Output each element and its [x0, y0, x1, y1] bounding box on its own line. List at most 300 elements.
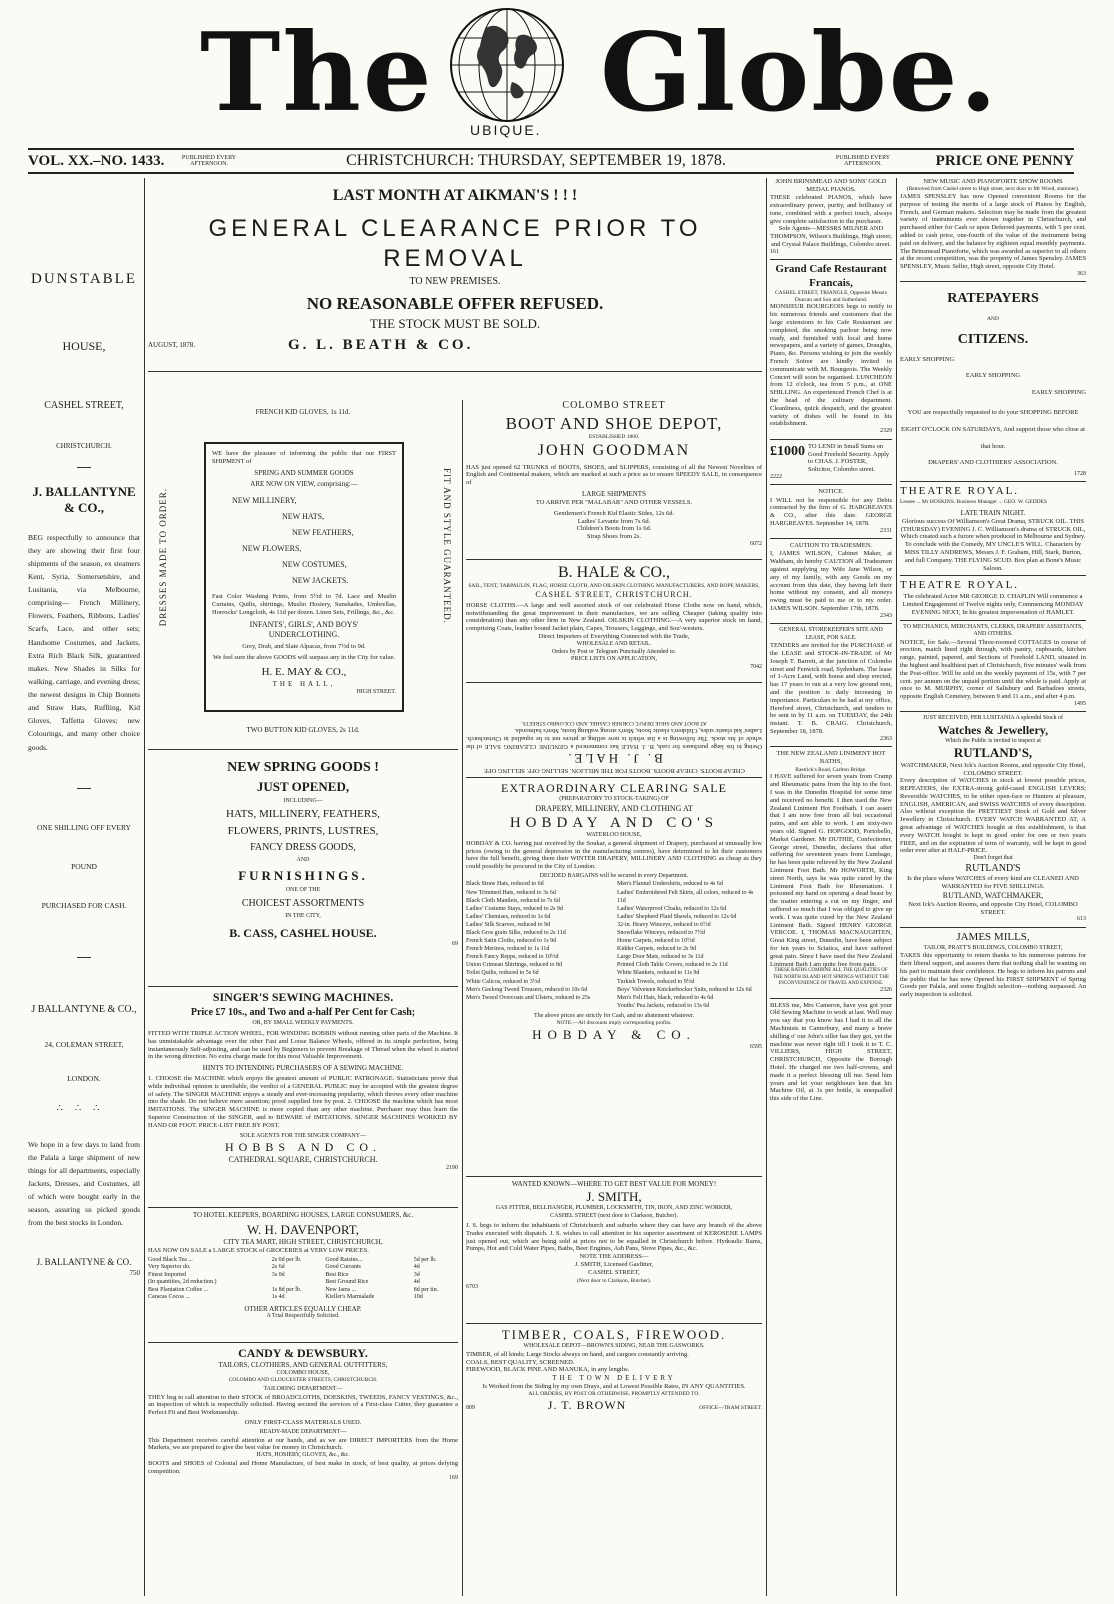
divider: [900, 620, 1086, 621]
price-row: [148, 1272, 458, 1280]
divider: [148, 986, 458, 987]
ad-title: THE NEW ZEALAND LINIMENT HOT BATHS,: [776, 750, 886, 766]
ad-subtitle: (Removed from Cashel street to High street, next door to Mr Wood, stationer).: [906, 186, 1080, 193]
price-cell: 3s 0d: [271, 1271, 285, 1278]
bargain-item: Men's Geelong Tweed Trousers, reduced to 10s 6d: [466, 986, 588, 993]
ad-title: SINGER'S SEWING MACHINES.: [212, 990, 394, 1004]
price-cell: Good Black Tea ...: [148, 1256, 193, 1263]
divider: [466, 682, 762, 683]
ad-side-text: DRESSES MADE TO ORDER.: [158, 488, 168, 627]
ad-subtitle: Rastrick's Road, Carlton Bridge.: [795, 766, 867, 773]
ad-body: HOBDAY & CO. having just received by the Soukar, a general shipment of Drapery, purchased at unusually low prices (owing to the general depression in the manufacturing centres), have determined to let their customers have the full benefit, giving them their WINTER DRAPERY, MILLINERY AND CLOTHING as cheap as they could possibly be procured in the City of London.: [466, 839, 762, 871]
london-address: 24, COLEMAN STREET,: [44, 1040, 124, 1050]
ad-aikman: [148, 178, 762, 400]
ad-body: TAKES this opportunity to return thanks to his numerous patrons for their liberal support, and assures them that nothing shall be wanting on his part to maintain their confidence. He begs to inform his patrons and the public that he has now Opened his FIRST SHIPMENT of Spring Goods per Palala, and some English selection—nothing surpassed. An early inspection is solicited.: [900, 952, 1086, 999]
column-rule: [144, 178, 145, 1596]
bargain-item: Men's Felt Hats, black, reduced to 4s 6d: [617, 994, 714, 1001]
bargain-item: Large Door Mats, reduced to 3s 11d: [617, 954, 704, 961]
bargain-item: French Fancy Repps, reduced to 10½d: [466, 954, 559, 961]
ad-item: NEW COSTUMES,: [282, 560, 347, 570]
price-table: [148, 1257, 458, 1302]
ad-bottom-line: TWO BUTTON KID GLOVES, 2s 11d.: [246, 726, 360, 734]
discount-pound: POUND: [71, 862, 97, 871]
bargain-item: New Trimmed Hats, reduced to 3s 6d: [466, 889, 556, 896]
ad-body: Owing to his large purchases for cash, B. J. HALE has commenced a GENUINE CLEARING SALE of the whole of his stock. The following is a list which is now selling at prices not to be equalled in Christchurch. Ladies' kid elastic sides, Children's elastic boots, Men's strong walking boots, Men's balmorals.: [466, 727, 762, 750]
divider: [77, 957, 91, 958]
divider: [770, 623, 892, 624]
ad-item: NEW MILLINERY,: [232, 496, 297, 506]
ad-line: COLOMBO STREET: [562, 400, 666, 411]
firm-name: G. L. BEATH & CO.: [288, 337, 474, 353]
ad-number: 7042: [750, 663, 762, 670]
ad-body: BOOTS and SHOES of Colonial and Home Manufacture, of best make in stock, of best quality, at prices defying competition.: [148, 1459, 458, 1475]
ad-line: ONE OF THE: [285, 887, 321, 893]
ad-agents: SOLE AGENTS FOR THE SINGER COMPANY—: [239, 1132, 367, 1139]
bargain-item: Union Crimean Shirtings, reduced to 8d: [466, 962, 562, 969]
firm-name: HOBDAY AND CO'S: [509, 814, 719, 831]
ad-line: NO REASONABLE OFFER REFUSED.: [306, 293, 604, 313]
divider: [770, 439, 892, 440]
bargain-item: Ladies' Chemises, reduced to 1s 6d: [466, 913, 551, 920]
discount-line: ONE SHILLING OFF EVERY: [37, 822, 131, 832]
bargain-item: Ladies' Embroidered Felt Skirts, all colors, reduced to 4s 11d: [617, 889, 754, 904]
ad-title: Grand Cafe Restaurant Francais,: [775, 263, 887, 289]
ad-line: FIREWOOD, BLACK PINE AND MANUKA, in any lengths.: [466, 1366, 630, 1374]
column-rule: [462, 400, 463, 1596]
firm-name: RUTLAND'S: [965, 862, 1021, 874]
ad-line: Strap Shoes from 2s.: [586, 533, 642, 541]
firm-name: B. J. HALE.: [565, 750, 663, 766]
ad-subtitle: OR, BY SMALL WEEKLY PAYMENTS.: [252, 1019, 354, 1026]
firm-name: RUTLAND'S,: [953, 745, 1033, 761]
divider: [900, 281, 1086, 282]
ad-top-line: FRENCH KID GLOVES, 1s 11d.: [255, 408, 351, 416]
ad-line: EARLY SHOPPING: [900, 356, 955, 364]
ad-date: AUGUST, 1878.: [148, 341, 196, 349]
ad-davenport: [148, 1211, 458, 1339]
firm-name: JAMES MILLS,: [956, 930, 1030, 943]
bargain-item: French Merinos, reduced to 1s 11d: [466, 946, 550, 953]
ad-number: 363: [1077, 270, 1086, 277]
price-row: [148, 1257, 458, 1265]
ad-body: Sole Agents—MESSRS MILNER AND THOMPSON, Wilson's Buildings, High street; and Crystal Palace Buildings, Colombo street.: [770, 225, 892, 249]
bargain-item: Ladies' Costume Stays, reduced to 2s 9d: [466, 905, 563, 912]
ad-line: AND: [987, 315, 999, 322]
divider: [466, 1176, 762, 1177]
column-dunstable: [28, 178, 140, 1596]
firm-name: JOHN GOODMAN: [537, 441, 691, 459]
masthead-motto: UBIQUE.: [470, 122, 542, 138]
masthead-word-right: Globe.: [600, 10, 1000, 136]
ad-line: Ladies' Levante from 7s 6d.: [577, 517, 651, 525]
ad-title: THEATRE ROYAL.: [900, 579, 1020, 592]
bargain-item: Ladies' Waterproof Cloaks, reduced to 12s 6d: [617, 905, 727, 912]
ad-subtitle: (PREPARATORY TO STOCK-TAKING) OF: [559, 796, 669, 802]
bargain-item: Ladies' Silk Scarves, reduced to 9d: [466, 921, 551, 928]
ad-price: Price £7 10s., and Two and a-half Per Cent for Cash;: [190, 1007, 416, 1018]
ad-title: CITIZENS.: [957, 331, 1029, 347]
ad-body: BLESS me, Mrs Cameron, have you got your Old Sewing Machine to work at last. Well may you say that you know has I had it to all the Machinists in Canterbury, and many a brave shilling o' our John's siller has they got, yet the machine was never right till I took it to T. C. VILLIERS, HIGH STREET, CHRISTCHURCH, Opposite the Borough Hotel. He charged me two half-crowns, and made it a perfect blessing till me. Send him yours and let your neighbours ken that his Machine Oil, at 1s per bottle, is unequalled this side of the Line.: [770, 1001, 892, 1103]
column-three: [466, 400, 762, 1596]
ad-line: UNDERCLOTHING.: [268, 630, 340, 640]
ad-line: COALS, BEST QUALITY, SCREENED.: [466, 1358, 575, 1366]
column-four: [770, 178, 892, 1596]
column-rule: [896, 178, 897, 1596]
divider: [466, 1323, 762, 1324]
price-cell: 8d per tin.: [413, 1286, 439, 1293]
ad-body: THESE celebrated PIANOS, which have extraordinary power, purity, and brilliancy of tone, combined with a perfect touch, always give complete satisfaction to the purchaser.: [770, 194, 892, 225]
ad-number: 613: [1077, 916, 1086, 923]
ad-line: GENERAL CLEARANCE PRIOR TO REMOVAL: [208, 215, 702, 272]
ad-body: HAS just opened 62 TRUNKS of BOOTS, SHOES, and SLIPPERS, consisting of all the Newest Novelties of English and Continental makers, which are marked at such a price as to ensure SPEEDY SALE, in consequence of: [466, 463, 762, 487]
ad-line: Lessee ... Mr HOSKINS. Business Manager ... GEO. W. GEDDES: [900, 499, 1047, 506]
price-cell: 4d: [413, 1279, 420, 1286]
bargain-item: Black Gros grain Silks, reduced to 2s 11d: [466, 930, 566, 936]
ad-cass: [148, 753, 458, 983]
ad-line: Which the Public is invited to inspect at: [945, 737, 1041, 744]
ad-line: THE STOCK MUST BE SOLD.: [369, 315, 541, 331]
ad-line: THE TOWN DELIVERY: [552, 1374, 676, 1383]
ad-line: FANCY DRESS GOODS,: [250, 841, 356, 853]
ad-title: TIMBER, COALS, FIREWOOD.: [501, 1327, 727, 1342]
ad-goodman: [466, 400, 762, 556]
ad-number: 2343: [880, 612, 892, 619]
price-cell: 10d: [413, 1294, 423, 1301]
firm-address: CASHEL STREET (next door to Clarkson, Butcher).: [550, 1212, 678, 1219]
ad-number: 2190: [446, 1165, 458, 1172]
ad-line: ONLY FIRST-CLASS MATERIALS USED.: [244, 1419, 362, 1427]
ad-line: TO NEW PREMISES.: [409, 276, 501, 287]
ad-number: 2363: [880, 735, 892, 742]
divider: [900, 711, 1086, 712]
ad-subtitle: HOUSE,: [62, 338, 106, 353]
ad-line: Don't forget that: [973, 855, 1013, 862]
ad-body: JAMES SPENSLEY has now Opened convenient Rooms for the purpose of testing the merits of a large stock of Pianos by English, French, and German makers. Selection may be made from the greatest variety of instruments ever shown together in Christchurch, and purchased either for Cash or upon Deferred payments, with 5 per cent. added to cash price, one-fourth of the value of the instrument being paid on delivery, and the balance by eighteen equal monthly payments. The Brinsmead Pianoforte, which was awarded as superior to all others at the recent competition, was the property of James Spensley. JAMES SPENSLEY, Music Seller, High street, opposite City Hotel.: [900, 193, 1086, 271]
divider: [77, 788, 91, 789]
ad-hints: HINTS TO INTENDING PURCHASERS OF A SEWING MACHINE.: [202, 1064, 404, 1073]
firm-name: RUTLAND, WATCHMAKER,: [942, 890, 1044, 900]
firm-name: B. CASS, CASHEL HOUSE.: [229, 925, 377, 940]
firm-street: HIGH STREET.: [356, 688, 396, 695]
globe-icon: [448, 6, 566, 124]
firm-name: B. HALE & CO.,: [558, 564, 670, 581]
bargain-item: Ladies' Shepherd Plaid Shawls, reduced to 12s 6d: [617, 913, 737, 920]
ad-line: TAILORING DEPARTMENT—: [263, 1386, 343, 1393]
divider: [900, 575, 1086, 576]
price-cell: 3d: [413, 1271, 420, 1278]
ad-line: LARGE SHIPMENTS: [582, 490, 646, 499]
ad-number: 6703: [466, 1284, 478, 1291]
price-cell: Best Ground Rice: [325, 1279, 369, 1286]
ad-line: DECIDED BARGAINS will be secured in every Department.: [539, 872, 689, 879]
ad-number: 2326: [880, 987, 892, 994]
column-two: [148, 400, 458, 1596]
ad-singer: [148, 990, 458, 1204]
firm-name: CANDY & DEWSBURY.: [238, 1346, 368, 1360]
ad-number: 2222: [770, 473, 782, 480]
ad-body: WE have the pleasure of informing the public that our FIRST SHIPMENT of: [212, 450, 396, 465]
ad-number: 169: [449, 1475, 458, 1482]
ad-line: IN THE CITY,: [285, 913, 321, 919]
ad-body: I HAVE suffered for seven years from Cramp and Rheumatic pains from the hip to the foot. I was in the Dunedin Hospital for some time and received no benefit. I then used the New Zealand Liniment Hot Footbath. I can assert that I am now free from all but occasional pains, and am able to work. I am sixty-two years old. Signed G. HOPGOOD, Portobello, Market Gardener. Mr DUTHIE, Confectioner, George street, Dunedin, declares that after suffering for seventeen years from Lumbago, he has been quite relieved by the New Zealand Liniment Foot Bath. Mr HOWORTH, King street North, says he was quite cured by the Liniment Foot Bath for Rheumatism. I poisoned my hand on opening a dead beast by the matter entering a cut on my finger, and suffered so much that I was obliged to give up work. I was quite cured by the New Zealand Liniment Bath. Signed HENRY GEORGE VERCOE. I, THOMAS MACNAUGHTEN, Great King street, Dunedin, have been subject for ten years to Sciatica, and have suffered great pain. Since I have used the New Zealand Liniment Bath I am quite free from pain.: [770, 773, 892, 968]
ad-title: BOOT AND SHOE DEPOT,: [505, 413, 723, 433]
published-note-right: PUBLISHED EVERY AFTERNOON.: [835, 155, 891, 167]
ad-body: TENDERS are invited for the PURCHASE of the LEASE and STOCK-IN-TRADE of Mr Joseph T. Barrett, at the junction of Colombo street and Fenwick road, Sydenham. The lease of 1-Acre Land, with house and shop erected, has 17 years to run at a very low ground rent, and the position is daily increasing in importance. Particulars to be had at my office, Hereford street, Christchurch, and tenders to be sent in by 11 a.m. on TUESDAY, the 24th instant. T. B. CRAIG. Christchurch, September 18, 1878.: [770, 642, 892, 735]
ad-line: PRICE LISTS ON APPLICATION,: [570, 656, 657, 663]
bargain-item: Men's Flannel Undershirts, reduced to 4s 6d: [617, 881, 723, 888]
ad-line: EARLY SHOPPING: [965, 372, 1021, 380]
ad-line: AT BOOT AND SHOE DEPOT, CORNER CASHEL AND COLOMBO STREETS.: [521, 720, 707, 727]
ad-title: THEATRE ROYAL.: [900, 485, 1020, 498]
ad-line: CHOICEST ASSORTMENTS: [241, 897, 365, 909]
ad-number: 6072: [750, 541, 762, 548]
ad-line: CASHEL STREET,: [588, 1269, 640, 1277]
firm-name-london: J BALLANTYNE & CO.,: [31, 1003, 137, 1015]
divider: [900, 927, 1086, 928]
ad-line: Is Worked from the Siding by my own Drays, and at Lowest Possible Rates, IN ANY QUANTITIES.: [482, 1382, 746, 1390]
price-cell: 1s 8d per lb.: [271, 1286, 302, 1293]
firm-name: HOBBS AND CO.: [224, 1140, 382, 1155]
price-cell: Caracas Cocoa ...: [148, 1294, 190, 1301]
ad-smith: [466, 1180, 762, 1320]
ad-line: HATS, HOSIERY, GLOVES, &c., &c.: [256, 1452, 350, 1459]
ad-line: A Trial Respectfully Solicited.: [266, 1313, 340, 1320]
ad-line: WATCHMAKER, Next Ick's Auction Rooms, and opposite City Hotel, COLOMBO STREET.: [900, 761, 1086, 777]
ad-body: BEG respectfully to announce that they are showing their first four shipments of the season, ex steamers Kent, Syria, Somersetshire, and Lusitania, via Melbourne, comprising— French Millinery, Flowers, Feathers, Ribbons, Ladies' Scarfs, Lace, and other sets; Handsome Costumes, and Jackets, Extra Rich Black Silk, guaranteed makes. New Shades in Silks for walking, carriage, and evening dress; the newest designs in Chip Bonnets and Straw Hats, Ruffling, Kid Gloves, Taffetta Gloves; new Colourings, and many other choice goods.: [28, 532, 140, 752]
divider: [148, 749, 458, 750]
ad-number: 1495: [1074, 700, 1086, 707]
firm-name: W. H. DAVENPORT,: [246, 1221, 360, 1237]
ad-line: Next Ick's Auction Rooms, and opposite City Hotel, COLOMBO STREET.: [908, 900, 1078, 916]
ad-line: Orders by Post or Telegram Punctually Attended to.: [551, 648, 677, 655]
ad-line: J. SMITH, Licensed Gasfitter,: [574, 1261, 654, 1269]
price-cell: Finest Imported: [148, 1271, 187, 1278]
ad-subtitle: CASHEL STREET, TRIANGLE, Opposite Messrs Duncan and Son and Sutherland.: [774, 289, 888, 303]
firm-place: THE HALL,: [272, 679, 336, 688]
ad-title: NOTICE.: [818, 488, 844, 496]
ad-subtitle: TAILORS, CLOTHIERS, AND GENERAL OUTFITTERS,: [218, 1361, 388, 1369]
ad-candy: [148, 1346, 458, 1483]
ad-line: READY-MADE DEPARTMENT—: [259, 1429, 347, 1436]
ad-box: [204, 442, 404, 712]
ad-line: FURNISHINGS.: [238, 867, 368, 883]
ad-hobday: [466, 781, 762, 1173]
bargain-item: Snowflake Winceys, reduced to 7½d: [617, 930, 705, 936]
price-cell: Best Rice: [325, 1271, 349, 1278]
ad-number: 750: [129, 1268, 140, 1277]
ad-timber: [466, 1327, 762, 1413]
price-cell: Best Plantation Coffee ...: [148, 1286, 209, 1293]
ad-line: INFANTS', GIRLS', AND BOYS': [249, 620, 359, 630]
bargain-item: Turkish Towels, reduced to 9½d: [617, 978, 695, 985]
ad-title: RATEPAYERS: [947, 291, 1039, 307]
ad-line: The above prices are strictly for Cash, and no abatement whatever.: [534, 1012, 694, 1019]
ad-line: NOTE.—All discounts imply corresponding profits.: [556, 1020, 672, 1027]
column-rule: [766, 178, 767, 1596]
bargain-item: White Blankets, reduced to 11s 9d: [617, 970, 700, 977]
ad-may: [148, 408, 458, 746]
ad-line: We feel sure the above GOODS will surpass any in the City for value.: [212, 654, 396, 662]
ad-line: OTHER ARTICLES EQUALLY CHEAP.: [244, 1304, 362, 1313]
ad-body: MONSIEUR BOURGEOIS begs to notify to his numerous friends and customers that the large extensions to his Cafe Restaurant are completed, the smoking parlour being now ready, and furnished with local and home newspapers, and a variety of games, Draughts, Piano, &c. Persons wishing to join the weekly French Soiree are kindly invited to communicate with M. Bourgeois. The Weekly Concert will soon be organised. LUNCHEON from 12 o'clock, tea from 5 p.m., at ONE SHILLING. An experienced French Chef is at the head of the culinary department. Cleanliness, quick despatch, and the greatest variety of dishes will be found in his establishment.: [770, 303, 892, 428]
divider: [770, 998, 892, 999]
price-cell: 5d per lb.: [413, 1256, 437, 1263]
ad-subtitle: TAILOR, PRATT'S BUILDINGS, COLOMBO STREET,: [923, 944, 1063, 951]
firm-office: OFFICE—TRAM STREET.: [699, 1404, 762, 1411]
ad-line: SPRING AND SUMMER GOODS: [254, 468, 354, 477]
firm-name: HOBDAY & CO.: [532, 1027, 696, 1043]
bargain-item: Printed Cloth Table Covers, reduced to 2s 11d: [617, 962, 728, 969]
ad-line: Gentlemen's French Kid Elastic Sides, 12s 6d.: [553, 509, 675, 517]
ad-hale-boots-inverted: [466, 686, 762, 774]
ad-title: JOHN BRINSMEAD AND SONS' GOLD MEDAL PIANOS.: [775, 178, 887, 194]
masthead: [0, 0, 1114, 148]
ad-body: THESE BATHS COMBINE ALL THE QUALITIES OF THE NORTH ISLAND HOT SPRINGS WITHOUT THE INCONVENIENCE OF TRAVEL AND EXPENSE.: [773, 968, 889, 986]
firm-name: J. T. BROWN: [547, 1397, 627, 1412]
loan-amount: £1000: [770, 443, 805, 459]
price-cell: Kieller's Marmalade: [325, 1294, 375, 1301]
firm-name: J. BALLANTYNE & CO.,: [32, 484, 136, 516]
ad-number: 69: [452, 940, 458, 947]
ad-line: ALL ORDERS, BY POST OR OTHERWISE, PROMPTLY ATTENDED TO.: [528, 1390, 700, 1397]
ad-body: THEY beg to call attention to their STOCK of BROADCLOTHS, DOESKINS, TWEEDS, FANCY VESTINGS, &c., an inspection of which is respectfully solicited. Having secured the services of a First-class Cutter, they guarantee a Perfect Fit and Best Workmanship.: [148, 1393, 458, 1417]
bargain-item: 32-in. Heavy Winceys, reduced to 6½d: [617, 921, 711, 928]
ad-line: TIMBER, of all kinds; Large Stocks always on hand, and cargoes constantly arriving.: [466, 1350, 689, 1358]
divider: [466, 777, 762, 778]
ad-body-2: We hope in a few days to land from the Palala a large shipment of new things for all departments, especially Jackets, Dresses, and Costumes, all of which were bought early in the season, assuring us picked goods from the best stocks in London.: [28, 1139, 140, 1228]
price-cell: Good Raisins...: [325, 1256, 363, 1263]
bargain-item: Black Straw Hats, reduced to 6d: [466, 881, 544, 888]
divider: [770, 538, 892, 539]
ad-item: NEW FEATHERS,: [292, 528, 354, 538]
firm-name: J. SMITH,: [586, 1188, 642, 1204]
ad-line: TO ARRIVE PER "MALABAR" AND OTHER VESSELS.: [535, 498, 693, 506]
ad-body: YOU are respectfully requested to do your SHOPPING BEFORE EIGHT O'CLOCK ON SATURDAYS, And support those who close at that hour.: [901, 408, 1085, 450]
ad-title: CAUTION TO TRADESMEN.: [789, 542, 873, 550]
ad-body: TO LEND in Small Sums on Good Freehold Security. Apply to CHAS. J. FOSTER, Solicitor, Colombo street.: [808, 442, 890, 474]
ad-line: NOTE THE ADDRESS—: [579, 1253, 649, 1261]
bargain-item: Youths' Pea Jackets, reduced to 13s 6d: [617, 1002, 710, 1009]
ad-hale: [466, 563, 762, 679]
bargain-item: Toilet Quilts, reduced to 5s 6d: [466, 970, 539, 977]
ad-line: LATE TRAIN NIGHT.: [960, 509, 1026, 518]
ad-body: Glorious success Of Williamson's Great Drama, STRUCK OIL. THIS (THURSDAY) EVENING J. C. Williamson's drama of STRUCK OIL, Which created such a furore when produced in Melbourne and Sydney. To conclude with the Comedy, MY UNCLE'S WILL. Characters by MISS TILLY ANDREWS, Messrs J. F. Graham, Hill, Stark, Burton, and full Company. THE FLYING SCUD. Box plan at Bone's Music Saloon.: [900, 517, 1086, 572]
city-date: CHRISTCHURCH: THURSDAY, SEPTEMBER 19, 1878.: [346, 152, 726, 169]
ad-line: WHOLESALE AND RETAIL.: [576, 641, 652, 648]
divider: [466, 559, 762, 560]
ad-line: AND: [296, 857, 310, 864]
ad-line: WATERLOO HOUSE,: [586, 832, 642, 839]
column-five: [900, 178, 1086, 1596]
ad-title: GENERAL STOREKEEPER'S SITE AND LEASE, FOR SALE.: [779, 627, 883, 641]
ad-subtitle: GAS FITTER, BELLHANGER, PLUMBER, LOCKSMITH, TIN, IRON, AND ZINC WORKER,: [495, 1205, 733, 1211]
masthead-word-left: The: [200, 10, 434, 136]
ad-city: CHRISTCHURCH.: [56, 442, 112, 451]
bargain-item: Home Carpets, reduced to 10½d: [617, 938, 695, 945]
bargain-list-left: [466, 880, 611, 1010]
firm-address: CASHEL STREET, CHRISTCHURCH.: [535, 589, 693, 599]
dateline: [28, 148, 1074, 174]
ad-line: (Next door to Clarkson, Butcher).: [576, 1277, 652, 1284]
bargain-item: Kidder Carpets, reduced to 2s 9d: [617, 946, 696, 953]
ad-body: Every description of WATCHES in stock at lowest possible prices, REPEATERS, the EXTRA-strong gold-cased ENGLISH LEVERS; Reversible WATCHES, to be either open-face or Hunters at pleasure, ENGLISH, AMERICAN, and SWISS WATCHES of every description. Also without exception the PRETTIEST Stock of Gold and Silver Jewellery in Christchurch. EVERY WATCH WARRANTED AT, A great advantage of WATCHES bought at this establishment, is that every WATCH bought is kept in good order for one or two years FREE, and on the expiration of term of warranty, will be kept in good order ever after at HALF-PRICE.: [900, 777, 1086, 855]
ad-item: NEW JACKETS.: [292, 576, 349, 586]
ad-body: NOTICE, for Sale.—Several Three-roomed COTTAGES in course of erection, match lined right through, with pantry, cupboards, kitchen range, painted, papered, and Sections of Freehold LAND, situated in the highest and healthiest part of Christchurch, five minutes' walk from the Post-office. Will be sold on the weekly payment of 15s, with 7 per cent. per annum on the unpaid portion until the whole is paid. Apply at once to M. MURPHY, corner of Salisbury and Barbadoes streets, opposite English Cemetery, between 9 and 11 a.m., and after 4 p.m.: [900, 638, 1086, 701]
ad-line: ESTABLISHED 1860.: [588, 433, 640, 440]
ad-body: Fast Color Washing Prints, from 5½d to 7d. Lace and Muslin Curtains, Quilts, shirtings, Muslin Hosiery, Sunshades, Umbrellas, Horrocks' Longcloth, 4s 11d per dozen. Linen Sets, Frillings, &c., &c.: [212, 593, 396, 616]
ad-line: NEW SPRING GOODS !: [227, 760, 379, 775]
ad-item: NEW FLOWERS,: [242, 544, 302, 554]
london-city: LONDON.: [67, 1073, 101, 1083]
divider: [148, 1207, 458, 1208]
price-row: [148, 1294, 458, 1302]
divider: [900, 481, 1086, 482]
ad-line: LAST MONTH AT AIKMAN'S ! ! !: [332, 187, 578, 204]
ad-body: J. S. begs to inform the inhabitants of Christchurch and suburbs where they can have any branch of the above Trades executed with dispatch. J. S. wishes to call attention to his superior assortment of KEROSENE LAMPS just opened out, which are being sold at prices not to be equalled in Christchurch before. Hydraulic Rams, Pumps, Hot and Cold Water Pipes, Baths, Beer Engines, Ash Pans, Stove Pipes, &c., &c.: [466, 1222, 762, 1253]
ad-line: Grey, Drab, and Slate Alpacas, from 7½d to 9d.: [242, 643, 366, 651]
ad-number: 2329: [880, 428, 892, 435]
price-cell: 2s 0d per lb.: [271, 1256, 302, 1263]
divider: [770, 259, 892, 260]
price-row: [148, 1279, 458, 1287]
bargain-item: Men's Tweed Overcoats and Ulsters, reduced to 25s: [466, 994, 591, 1001]
firm-name: H. E. MAY & CO.,: [261, 666, 347, 679]
ad-body: HAS NOW ON SALE a LARGE STOCK of GROCERIES at VERY LOW PRICES.: [148, 1246, 369, 1254]
signature: J. BALLANTYNE & CO.: [36, 1257, 132, 1268]
ad-number: 6595: [750, 1043, 762, 1050]
ad-body: This Department receives careful attention at our hands, and as we are DIRECT IMPORTERS from the Home Markets, we are prepared to give the best value for money in Christchurch.: [148, 1436, 458, 1452]
ad-body: 1. CHOOSE the MACHINE which enjoys the greatest amount of PUBLIC PATRONAGE. Statisticians prove that while individual opinion is unreliable, the verdict of a GENERAL PUBLIC may be accepted with the greatest degree of safety. The SINGER MACHINE enjoys a steady and ever-increasing popularity, which throws every other machine into the shade. Do not believe mere assertion; proof supplied free by post. 2. CHOOSE the machine which has most IMITATIONS. The SINGER MACHINE is more copied than any other machine. Purchaser may thus learn the Superior Construction of the SINGER, and to BEWARE of IMITATIONS. SINGER MACHINES WORKED BY HAND OR FOOT. PRICE-LIST FREE BY POST.: [148, 1074, 458, 1129]
ad-line: COLOMBO HOUSE,: [276, 1369, 330, 1376]
ad-line: JUST RECEIVED, PER LUSITANIA A splendid Stock of: [922, 715, 1064, 722]
ad-number: 2331: [880, 527, 892, 534]
ad-line: INCLUDING—: [283, 797, 323, 804]
ad-line: CHEAP BOOTS. CHEAP BOOTS. BOOTS FOR THE MILLION. SELLING OFF. SELLING OFF.: [483, 767, 745, 774]
ad-line: COLOMBO AND GLOUCESTER STREETS, CHRISTCHURCH.: [228, 1377, 378, 1384]
price-cell: New Jams ...: [325, 1286, 357, 1293]
ad-line: Direct Importers of Everything Connected with the Trade,: [538, 633, 690, 641]
bargain-item: Black Cloth Mantlets, reduced to 7s 6d: [466, 897, 560, 904]
ad-body: HORSE CLOTHS.—A large and well assorted stock of our celebrated Horse Cloths now on hand, which, notwithstanding the great improvement in their manufacture, we are selling Cheaper (taking quality into consideration) than any other firm in New Zealand. OILSKIN CLOTHING.—A very superior stock on hand, comprising Coats, leather bound Jacket plain, Capes, Trousers, Leggings, and Sou'-westers.: [466, 601, 762, 633]
ad-subtitle: SAIL, TENT, TARPAULIN, FLAG, HORSE CLOTH, AND OILSKIN CLOTHING MANUFACTURERS, AND ROPE MAKERS,: [468, 583, 760, 589]
price-cell: 2s 6d: [271, 1264, 285, 1271]
ad-number: 809: [466, 1404, 475, 1411]
firm-address: CATHEDRAL SQUARE, CHRISTCHURCH.: [228, 1155, 378, 1165]
ad-body: The celebrated Actor MR GEORGE D. CHAPLIN Will commence a Limited Engagement of Twelve nights only, Commencing MONDAY EVENING NEXT, In his greatest impersonation of HAMLET.: [902, 593, 1084, 616]
divider: [77, 467, 91, 468]
ornament: ∴∴∴: [56, 1103, 112, 1114]
divider: [148, 1342, 458, 1343]
price-row: [148, 1264, 458, 1272]
bargain-item: Boys' Velveteen Knickerbocker Suits, reduced to 12s 6d: [617, 986, 752, 993]
ad-line: DRAPERS' AND CLOTHIERS' ASSOCIATION.: [928, 459, 1058, 467]
ad-line: EARLY SHOPPING: [1031, 388, 1086, 396]
bargain-lists: [466, 880, 762, 1010]
volume-number: VOL. XX.–NO. 1433.: [28, 152, 165, 169]
ad-title: NEW MUSIC AND PIANOFORTE SHOW ROOMS: [923, 178, 1063, 185]
ad-item: NEW HATS,: [282, 512, 325, 522]
price-cell: [272, 1279, 326, 1287]
price-label: PRICE ONE PENNY: [935, 152, 1074, 169]
bargain-item: White Calicos, reduced to 3½d: [466, 978, 541, 985]
bargain-item: French Satin Cloths, reduced to 1s 9d: [466, 938, 557, 945]
ad-title: EXTRAORDINARY CLEARING SALE: [501, 781, 727, 795]
ad-title: TO MECHANICS, MERCHANTS, CLERKS, DRAPERS' ASSISTANTS, AND OTHERS.: [903, 623, 1083, 638]
price-cell: (In quantities, 2d reduction.): [148, 1279, 217, 1286]
ad-body: FITTED WITH TRIPLE ACTION WHEEL, FOR WINDING BOBBIN without running other parts of the Machine. It has unmistakable advantage over the other Fast and Loose Balance Wheels, offered in its simple perfection, being instantaneously Self-adjusting, and can be used by Beginners to prevent Breakage of Thread when the wheel is started in the wrong direction. No extra charge made for this most Valuable Improvement.: [148, 1030, 458, 1061]
ad-street: CASHEL STREET,: [44, 399, 124, 411]
ad-number: 161: [770, 248, 779, 255]
